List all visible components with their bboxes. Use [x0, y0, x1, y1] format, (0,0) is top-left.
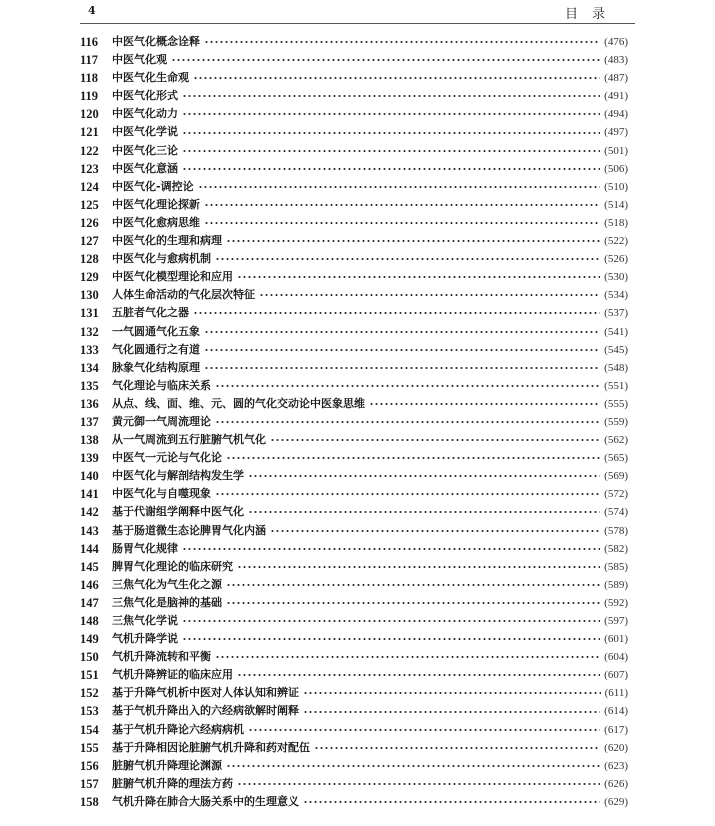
- entry-title: 气机升降学说: [112, 632, 178, 646]
- entry-page: (589): [604, 578, 628, 591]
- entry-page: (607): [604, 669, 628, 682]
- entry-page: (494): [604, 108, 628, 121]
- dot-leader: [182, 149, 600, 153]
- entry-page: (620): [604, 741, 628, 754]
- toc-entry[interactable]: [80, 323, 628, 341]
- entry-title: 中医气化与自噬现象: [112, 487, 211, 501]
- entry-number: 155: [80, 740, 99, 755]
- toc-entry[interactable]: [80, 522, 628, 540]
- entry-page: (537): [604, 307, 628, 320]
- toc-entry[interactable]: [80, 558, 628, 576]
- dot-leader: [303, 710, 600, 714]
- toc-entry[interactable]: [80, 51, 628, 69]
- toc-entry[interactable]: [80, 503, 628, 521]
- entry-title: 中医气化的生理和病理: [112, 234, 222, 248]
- entry-title: 中医气化愈病思维: [112, 215, 200, 229]
- entry-title: 中医气化观: [112, 53, 167, 67]
- dot-leader: [182, 131, 600, 135]
- toc-entry[interactable]: [80, 721, 628, 739]
- entry-title: 三焦气化学说: [112, 614, 178, 627]
- dot-leader: [248, 728, 600, 732]
- entry-number: 119: [80, 89, 99, 104]
- toc-entry[interactable]: [80, 594, 628, 612]
- entry-number: 121: [80, 125, 99, 140]
- entry-page: (551): [604, 379, 628, 392]
- toc-entry[interactable]: [80, 576, 628, 594]
- entry-number: 138: [80, 433, 99, 448]
- entry-page: (530): [604, 271, 628, 284]
- entry-title: 基于升降气机析中医对人体认知和辨证: [112, 686, 299, 700]
- dot-leader: [204, 40, 600, 44]
- entry-number: 156: [80, 758, 99, 773]
- toc-entry[interactable]: [80, 702, 628, 720]
- entry-page: (585): [604, 560, 628, 573]
- toc-entry[interactable]: [80, 69, 628, 87]
- toc-entry[interactable]: [80, 304, 628, 322]
- entry-number: 146: [80, 577, 99, 592]
- entry-page: (534): [604, 289, 628, 302]
- entry-number: 122: [80, 143, 99, 158]
- entry-number: 124: [80, 179, 99, 194]
- dot-leader: [270, 529, 600, 533]
- entry-number: 141: [80, 487, 99, 502]
- entry-title: 黄元御一气周流理论: [112, 414, 211, 428]
- dot-leader: [237, 782, 600, 786]
- toc-entry[interactable]: [80, 142, 628, 160]
- entry-title: 五脏者气化之器: [112, 306, 189, 320]
- dot-leader: [204, 203, 600, 207]
- toc-entry[interactable]: [80, 775, 628, 793]
- entry-page: (623): [604, 759, 628, 772]
- entry-number: 132: [80, 324, 99, 339]
- dot-leader: [171, 58, 600, 62]
- entry-page: (626): [604, 777, 628, 790]
- entry-number: 152: [80, 686, 99, 701]
- dot-leader: [182, 167, 600, 171]
- entry-number: 139: [80, 451, 99, 466]
- entry-page: (545): [604, 343, 628, 356]
- toc-entry[interactable]: [80, 214, 628, 232]
- entry-number: 130: [80, 288, 99, 303]
- entry-page: (597): [604, 615, 628, 627]
- entry-title: 中医气化意涵: [112, 161, 178, 175]
- entry-title: 中医气化生命观: [112, 71, 189, 85]
- page-header: [0, 0, 715, 24]
- dot-leader: [204, 221, 600, 225]
- toc-entry[interactable]: [80, 286, 628, 304]
- entry-number: 145: [80, 559, 99, 574]
- entry-title: 中医气化模型理论和应用: [112, 270, 233, 284]
- dot-leader: [215, 257, 600, 261]
- entry-title: 基于代谢组学阐释中医气化: [112, 505, 244, 519]
- dot-leader: [204, 366, 600, 370]
- entry-number: 157: [80, 776, 99, 791]
- entry-page: (578): [604, 524, 628, 537]
- entry-page: (522): [604, 235, 628, 248]
- toc-entry[interactable]: [80, 467, 628, 485]
- entry-number: 127: [80, 234, 99, 249]
- toc-entry[interactable]: [80, 739, 628, 757]
- toc-entry[interactable]: [80, 612, 628, 630]
- dot-leader: [237, 275, 600, 279]
- entry-number: 125: [80, 197, 99, 212]
- header-divider: [80, 23, 635, 24]
- entry-page: (572): [604, 488, 628, 501]
- entry-title: 脏腑气机升降的理法方药: [112, 776, 233, 790]
- toc-entry[interactable]: [80, 540, 628, 558]
- dot-leader: [303, 800, 600, 804]
- toc-entry[interactable]: [80, 123, 628, 141]
- dot-leader: [204, 330, 600, 334]
- entry-title: 中医气化与解剖结构发生学: [112, 469, 244, 483]
- entry-number: 129: [80, 270, 99, 285]
- entry-number: 151: [80, 668, 99, 683]
- entry-page: (559): [604, 415, 628, 428]
- toc-entry[interactable]: [80, 359, 628, 377]
- entry-title: 基于气机升降出入的六经病欲解时阐释: [112, 704, 299, 718]
- dot-leader: [270, 438, 600, 442]
- entry-title: 中医气化学说: [112, 125, 178, 139]
- entry-page: (548): [604, 361, 628, 374]
- entry-page: (629): [604, 795, 628, 808]
- dot-leader: [226, 601, 600, 605]
- entry-page: (510): [604, 180, 628, 193]
- table-of-contents: [80, 33, 628, 811]
- entry-page: (514): [604, 198, 628, 211]
- entry-number: 120: [80, 107, 99, 122]
- entry-number: 135: [80, 378, 99, 393]
- dot-leader: [226, 239, 600, 243]
- entry-number: 134: [80, 360, 99, 375]
- dot-leader: [226, 456, 600, 460]
- dot-leader: [314, 746, 600, 750]
- dot-leader: [204, 348, 600, 352]
- entry-title: 中医气一元论与气化论: [112, 451, 222, 465]
- toc-entry[interactable]: [80, 449, 628, 467]
- toc-entry[interactable]: [80, 648, 628, 666]
- dot-leader: [259, 293, 600, 297]
- entry-page: (592): [604, 596, 628, 609]
- entry-title: 三焦气化为气生化之源: [112, 577, 222, 591]
- toc-entry[interactable]: [80, 232, 628, 250]
- dot-leader: [215, 420, 600, 424]
- dot-leader: [237, 673, 600, 677]
- toc-entry[interactable]: [80, 87, 628, 105]
- toc-entry[interactable]: [80, 431, 628, 449]
- dot-leader: [303, 691, 601, 695]
- entry-page: (601): [604, 633, 628, 646]
- entry-title: 中医气化理论探新: [112, 197, 200, 211]
- entry-title: 气化圆通行之有道: [112, 342, 200, 356]
- entry-page: (483): [604, 54, 628, 67]
- entry-title: 肠胃气化规律: [112, 541, 178, 555]
- entry-number: 149: [80, 632, 99, 647]
- dot-leader: [226, 764, 600, 768]
- entry-title: 从点、线、面、维、元、圆的气化交动论中医象思维: [112, 396, 365, 410]
- entry-title: 基于气机升降论六经病病机: [112, 722, 244, 736]
- entry-page: (526): [604, 253, 628, 266]
- dot-leader: [248, 510, 600, 514]
- entry-title: 中医气化动力: [112, 107, 178, 121]
- entry-number: 140: [80, 469, 99, 484]
- dot-leader: [226, 583, 600, 587]
- entry-number: 126: [80, 215, 99, 230]
- entry-number: 128: [80, 252, 99, 267]
- entry-number: 143: [80, 523, 99, 538]
- entry-title: 脏腑气机升降理论渊源: [112, 758, 222, 772]
- toc-entry[interactable]: [80, 105, 628, 123]
- dot-leader: [182, 547, 600, 551]
- entry-title: 脾胃气化理论的临床研究: [112, 559, 233, 573]
- entry-page: (518): [604, 216, 628, 229]
- entry-title: 气机升降在肺合大肠关系中的生理意义: [112, 794, 299, 808]
- toc-entry[interactable]: [80, 341, 628, 359]
- entry-number: 117: [80, 53, 99, 68]
- toc-entry[interactable]: [80, 395, 628, 413]
- dot-leader: [237, 565, 600, 569]
- toc-entry[interactable]: [80, 666, 628, 684]
- dot-leader: [182, 94, 600, 98]
- entry-page: (617): [604, 723, 628, 736]
- page-number: 4: [88, 4, 96, 17]
- entry-title: 人体生命活动的气化层次特征: [112, 288, 255, 302]
- entry-page: (541): [604, 325, 628, 338]
- dot-leader: [193, 76, 600, 80]
- dot-leader: [182, 112, 600, 116]
- entry-number: 158: [80, 794, 99, 809]
- toc-entry[interactable]: [80, 160, 628, 178]
- entry-title: 气机升降辨证的临床应用: [112, 668, 233, 682]
- dot-leader: [182, 619, 600, 623]
- dot-leader: [193, 311, 600, 315]
- dot-leader: [215, 492, 600, 496]
- entry-number: 137: [80, 414, 99, 429]
- toc-entry[interactable]: [80, 178, 628, 196]
- entry-page: (497): [604, 126, 628, 139]
- toc-entry[interactable]: [80, 684, 628, 702]
- entry-title: 三焦气化是脑神的基础: [112, 595, 222, 609]
- entry-page: (614): [604, 705, 628, 718]
- entry-title: 从一气周流到五行脏腑气机气化: [112, 433, 266, 447]
- entry-page: (487): [604, 72, 628, 85]
- toc-entry[interactable]: [80, 196, 628, 214]
- dot-leader: [215, 384, 600, 388]
- entry-title: 脉象气化结构原理: [112, 360, 200, 374]
- dot-leader: [182, 637, 600, 641]
- entry-title: 中医气化与愈病机制: [112, 252, 211, 266]
- toc-entry[interactable]: [80, 793, 628, 811]
- entry-page: (501): [604, 144, 628, 157]
- entry-title: 一气圆通气化五象: [112, 324, 200, 338]
- toc-entry[interactable]: [80, 377, 628, 395]
- dot-leader: [198, 185, 601, 189]
- entry-number: 133: [80, 342, 99, 357]
- entry-title: 中医气化三论: [112, 143, 178, 157]
- entry-number: 154: [80, 722, 99, 737]
- entry-title: 中医气化概念诠释: [112, 35, 200, 48]
- entry-number: 118: [80, 71, 99, 86]
- entry-page: (506): [604, 162, 628, 175]
- toc-entry[interactable]: [80, 485, 628, 503]
- entry-page: (476): [604, 36, 628, 48]
- dot-leader: [248, 474, 600, 478]
- entry-page: (574): [604, 506, 628, 519]
- entry-page: (562): [604, 434, 628, 447]
- entry-number: 131: [80, 306, 99, 321]
- entry-title: 气机升降流转和平衡: [112, 650, 211, 664]
- entry-number: 148: [80, 614, 99, 628]
- entry-title: 气化理论与临床关系: [112, 378, 211, 392]
- toc-entry[interactable]: [80, 413, 628, 431]
- entry-number: 153: [80, 704, 99, 719]
- entry-page: (569): [604, 470, 628, 483]
- entry-number: 144: [80, 541, 99, 556]
- entry-title: 中医气化形式: [112, 89, 178, 103]
- entry-number: 136: [80, 396, 99, 411]
- section-title: 目录: [564, 7, 619, 22]
- toc-entry[interactable]: [80, 33, 628, 51]
- dot-leader: [215, 655, 600, 659]
- entry-page: (604): [604, 651, 628, 664]
- entry-title: 基于升降相因论脏腑气机升降和药对配伍: [112, 740, 310, 754]
- toc-entry[interactable]: [80, 630, 628, 648]
- entry-number: 142: [80, 505, 99, 520]
- entry-page: (555): [604, 397, 628, 410]
- entry-number: 150: [80, 650, 99, 665]
- entry-number: 116: [80, 35, 99, 49]
- entry-page: (491): [604, 90, 628, 103]
- toc-entry[interactable]: [80, 250, 628, 268]
- toc-entry[interactable]: [80, 757, 628, 775]
- entry-number: 147: [80, 595, 99, 610]
- entry-page: (611): [604, 687, 628, 700]
- dot-leader: [369, 402, 600, 406]
- entry-page: (582): [604, 542, 628, 555]
- entry-number: 123: [80, 161, 99, 176]
- entry-title: 基于肠道微生态论脾胃气化内涵: [112, 523, 266, 537]
- entry-page: (565): [604, 452, 628, 465]
- toc-entry[interactable]: [80, 268, 628, 286]
- entry-title: 中医气化-调控论: [112, 179, 194, 193]
